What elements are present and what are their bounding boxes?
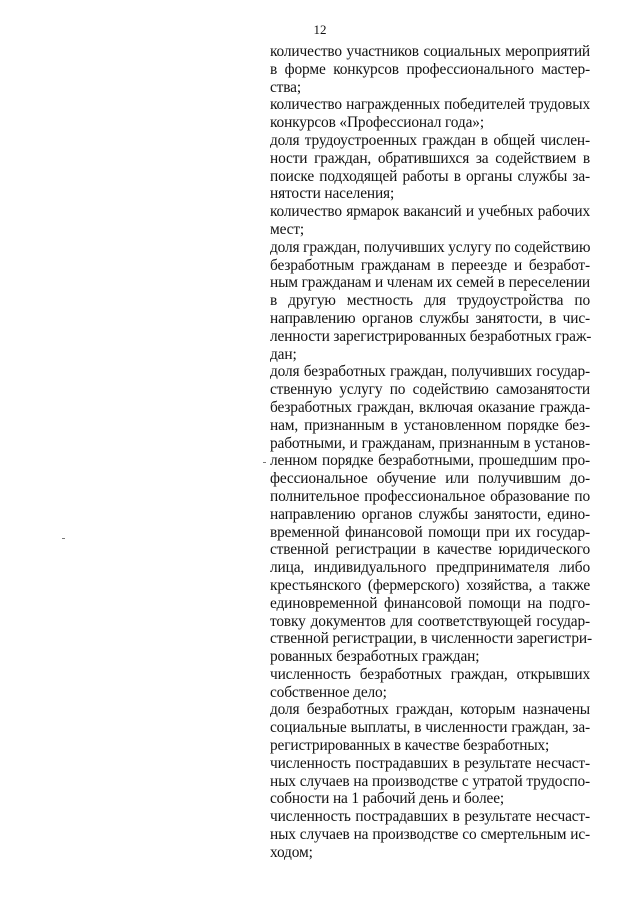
list-item [270,203,590,239]
text-line: временной финансовой помощи при их государ- [270,523,590,541]
text-line: в другую местность для трудоустройства по [270,292,590,310]
text-line: численность безработных граждан, открывших [270,665,590,683]
text-line: ным гражданам и членам их семей в переселении [270,274,590,292]
text-line: доля безработных граждан, получивших государ- [270,363,590,381]
text-line: нам, признанным в установленном порядке без- [270,416,590,434]
text-line: социальные выплаты, в численности граждан, за- [270,719,590,737]
text-line: единовременной финансовой помощи на подго- [270,594,590,612]
text-line: мест; [270,220,305,238]
text-column [270,43,590,862]
text-line: нятости населения; [270,185,395,203]
text-line: доля граждан, получивших услугу по содействию [270,238,591,256]
list-item [270,43,590,96]
text-line: ственную услугу по содействию самозанятости [270,381,590,399]
text-line: безработным гражданам в переезде и безработ- [270,256,590,274]
text-line: фессиональное обучение или получившим до- [270,470,590,488]
page-number: 12 [313,22,327,37]
text-line: безработных граждан, включая оказание гражда- [270,398,590,416]
text-line: полнительное профессиональное образование по [270,487,590,505]
text-line: дан; [270,345,297,363]
list-item [270,96,590,132]
text-line: направлению органов службы занятости, едино- [270,505,590,523]
list-item [270,755,590,808]
text-line: ства; [270,78,301,96]
text-line: собности на 1 рабочий день и более; [270,790,505,808]
text-line: ленном порядке безработными, прошедшим про- [270,452,590,470]
text-line: регистрированных в качестве безработных; [270,737,550,755]
text-line: количество участников социальных мероприятий [270,43,590,60]
list-item [270,239,590,364]
text-line: конкурсов «Профессионал года»; [270,114,484,132]
margin-mark [263,462,266,463]
text-line: количество ярмарок вакансий и учебных рабочих [270,203,590,221]
list-item [270,666,590,702]
list-item [270,132,590,203]
text-line: рованных безработных граждан; [270,648,480,666]
list-item [270,701,590,754]
text-line: ственной регистрации в качестве юридического [270,541,590,559]
text-line: доля безработных граждан, которым назначены [270,701,590,719]
list-item [270,363,590,666]
margin-mark [62,538,65,539]
text-line: ных случаев на производстве со смертельным ис- [270,826,590,844]
text-line: ходом; [270,843,313,861]
text-line: ленности зарегистрированных безработных граж- [270,327,592,345]
text-line: крестьянского (фермерского) хозяйства, а также [270,576,590,594]
text-line: количество награжденных победителей трудовых [270,96,590,114]
text-line: ности граждан, обратившихся за содействием в [270,149,590,167]
text-line: поиске подходящей работы в органы службы за- [270,167,590,185]
text-line: собственное дело; [270,683,387,701]
list-item [270,808,590,861]
text-line: ственной регистрации, в численности зарегистри- [270,630,592,648]
text-line: товку документов для соответствующей государ- [270,612,590,630]
text-line: численность пострадавших в результате несчаст- [270,754,590,772]
text-line: работными, и гражданам, признанным в установ- [270,434,590,452]
text-line: лица, индивидуального предпринимателя либо [270,559,590,577]
text-line: ных случаев на производстве с утратой трудоспо- [270,772,590,790]
text-line: численность пострадавших в результате несчаст- [270,808,590,826]
text-line: в форме конкурсов профессионального мастер- [270,60,590,78]
text-line: доля трудоустроенных граждан в общей числен- [270,131,590,149]
text-line: направлению органов службы занятости, в чис- [270,309,590,327]
